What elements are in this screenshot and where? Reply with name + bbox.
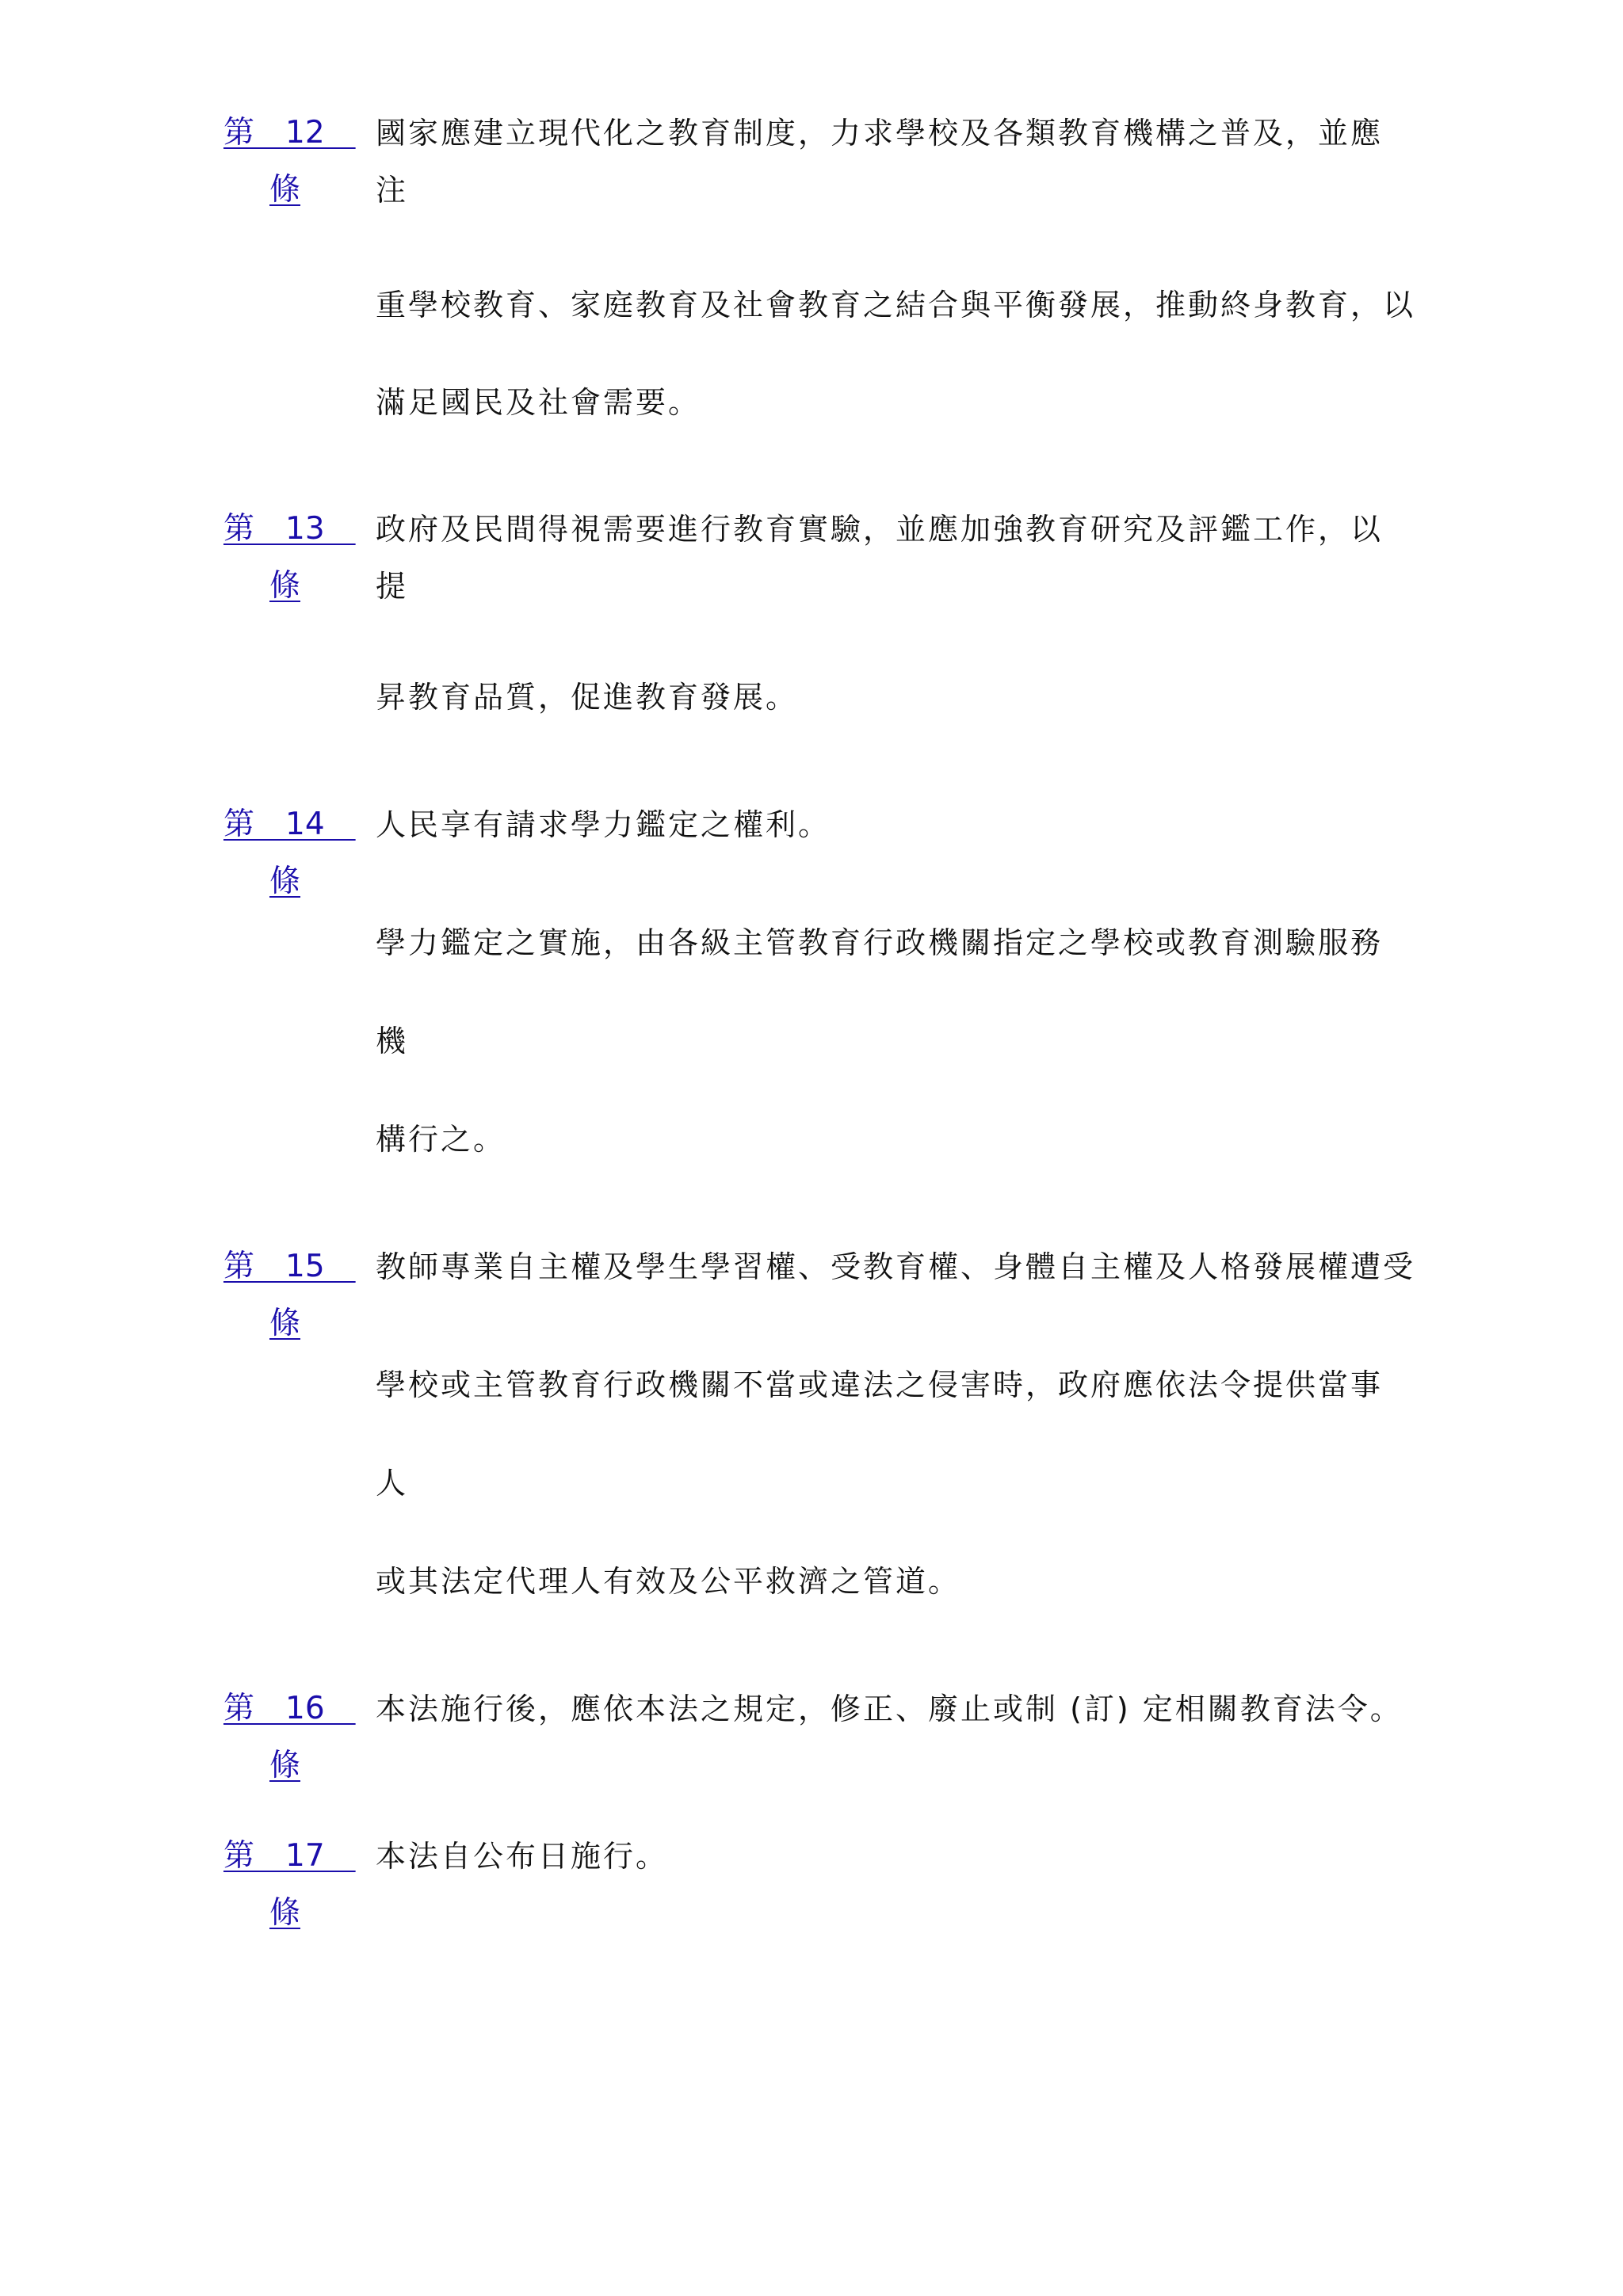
article-12-link[interactable]: [223, 105, 355, 219]
article-suffix: 條: [269, 172, 301, 208]
article-text-line: 機: [376, 1024, 409, 1058]
article-15-link[interactable]: [223, 1238, 355, 1352]
article-17-link[interactable]: [223, 1828, 355, 1942]
article-number: 第 12: [223, 115, 356, 151]
article-text-line: 學力鑑定之實施，由各級主管教育行政機關指定之學校或教育測驗服務: [376, 925, 1384, 960]
article-text-line: 政府及民間得視需要進行教育實驗，並應加強教育研究及評鑑工作，以: [376, 512, 1384, 547]
article-text-line: 國家應建立現代化之教育制度，力求學校及各類教育機構之普及，並應: [376, 116, 1384, 151]
article-text-line: 學校或主管教育行政機關不當或違法之侵害時，政府應依法令提供當事: [376, 1367, 1384, 1402]
article-number: 第 14: [223, 807, 356, 842]
article-text-line: 人民享有請求學力鑑定之權利。: [376, 807, 831, 842]
article-text-line: 本法自公布日施行。: [376, 1839, 669, 1874]
article-text-line: 昇教育品質，促進教育發展。: [376, 680, 799, 715]
article-suffix: 條: [269, 1895, 301, 1931]
article-text-line: 重學校教育、家庭教育及社會教育之結合與平衡發展，推動終身教育，以: [376, 288, 1416, 322]
article-text-line: 滿足國民及社會需要。: [376, 385, 701, 420]
article-suffix: 條: [269, 1306, 301, 1341]
article-16-link[interactable]: [223, 1680, 355, 1794]
article-suffix: 條: [269, 864, 301, 899]
article-number: 第 15: [223, 1249, 356, 1284]
article-14-link[interactable]: [223, 796, 355, 910]
article-number: 第 13: [223, 511, 356, 547]
article-suffix: 條: [269, 1748, 301, 1783]
article-number: 第 17: [223, 1838, 356, 1874]
article-text-line: 本法施行後，應依本法之規定，修正、廢止或制 (訂) 定相關教育法令。: [376, 1691, 1403, 1726]
article-text-line: 人: [376, 1466, 409, 1501]
article-text-line: 或其法定代理人有效及公平救濟之管道。: [376, 1564, 961, 1599]
article-text-line: 構行之。: [376, 1122, 506, 1157]
article-number: 第 16: [223, 1691, 356, 1726]
article-suffix: 條: [269, 568, 301, 604]
article-13-link[interactable]: [223, 501, 355, 615]
article-text-line: 教師專業自主權及學生學習權、受教育權、身體自主權及人格發展權遭受: [376, 1249, 1416, 1284]
article-text-line: 注: [376, 173, 409, 208]
article-text-line: 提: [376, 569, 409, 604]
